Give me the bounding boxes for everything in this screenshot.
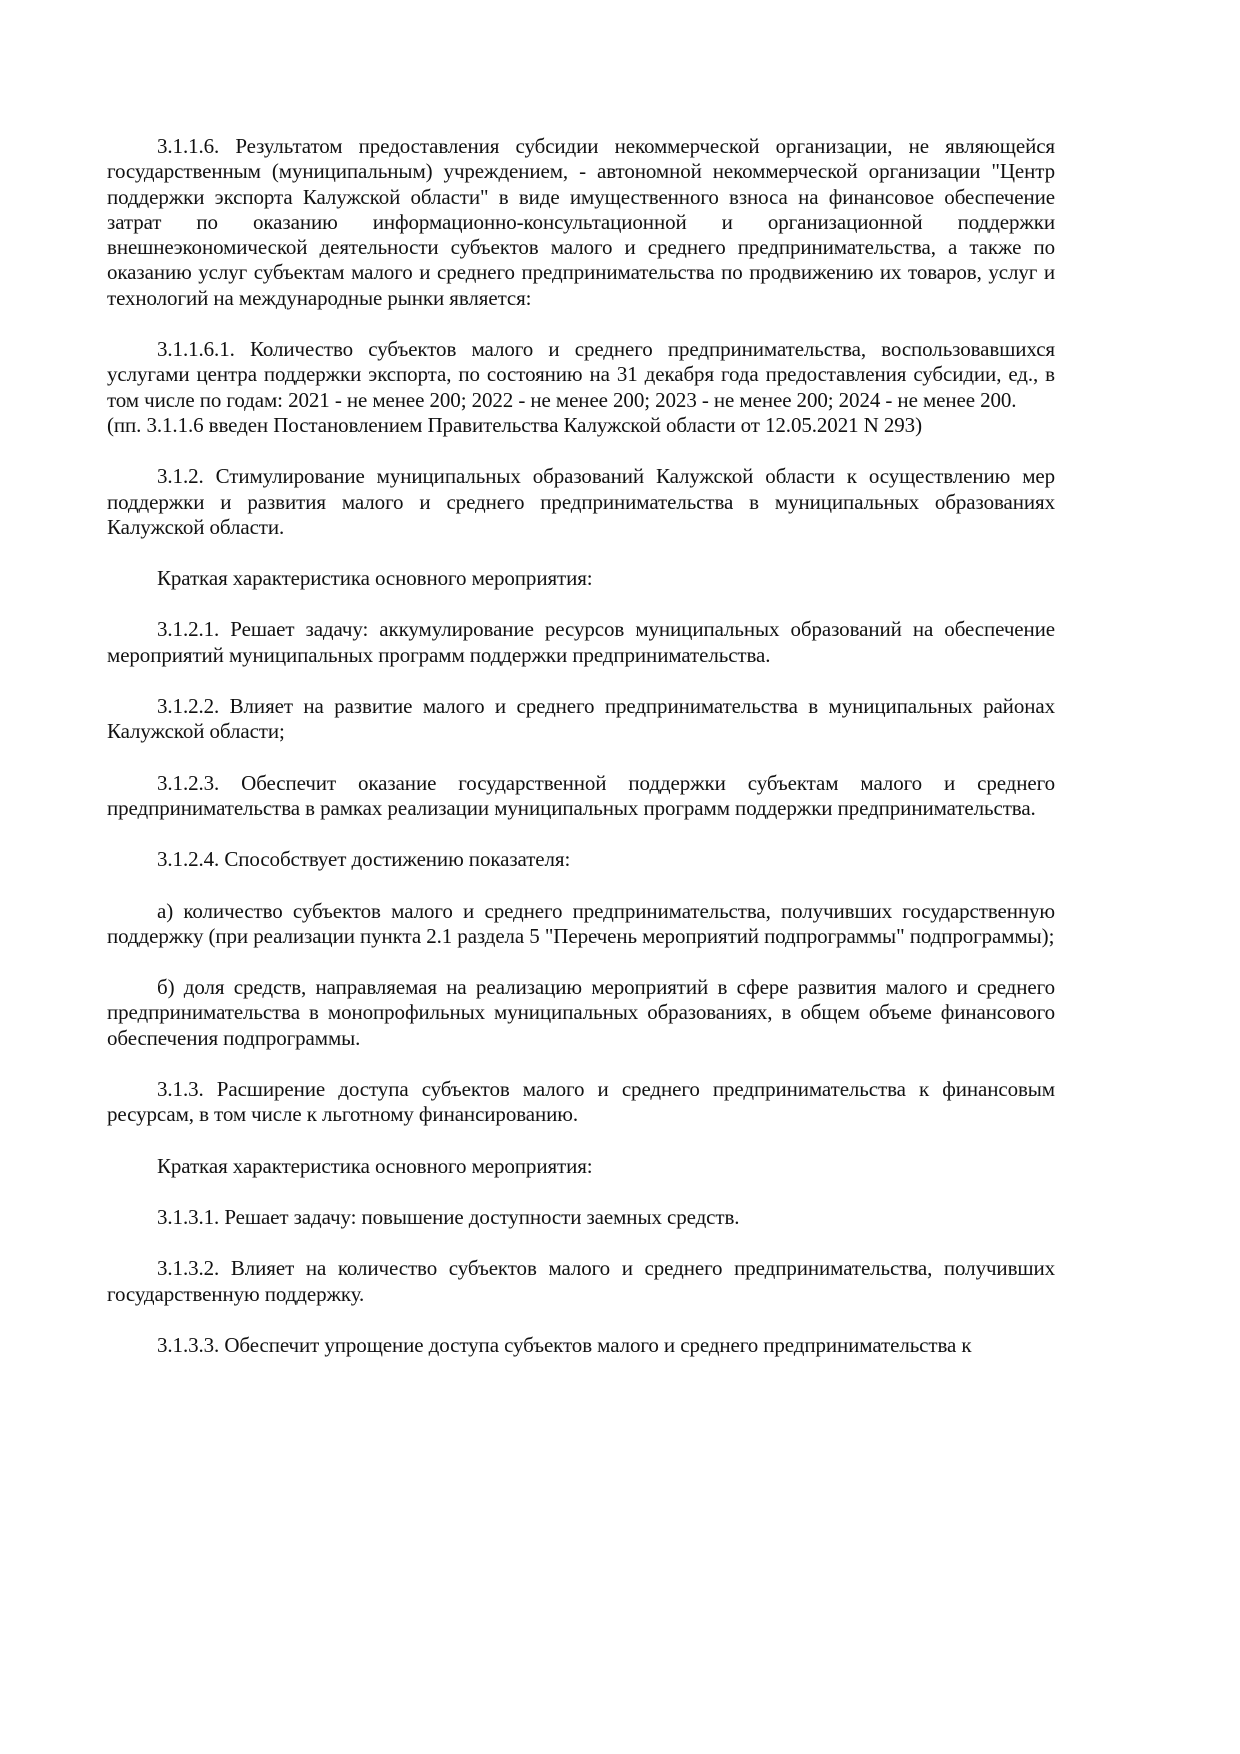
amendment-note: (пп. 3.1.1.6 введен Постановлением Правительства Калужской области от 12.05.2021 N 293) bbox=[107, 412, 922, 437]
paragraph-3-1-2-1: 3.1.2.1. Решает задачу: аккумулирование ресурсов муниципальных образований на обеспечение мероприятий муниципальных программ поддержки предпринимательства. bbox=[107, 617, 1055, 667]
paragraph-3-1-1-6-1: 3.1.1.6.1. Количество субъектов малого и среднего предпринимательства, воспользовавшихся услугами центра поддержки экспорта, по состоянию на 31 декабря года предоставления субсидии, ед., в том числе по годам: 2021 - не менее 200; 2022 - не менее 200; 2023 - не менее 200; 2024 - не менее 200. bbox=[107, 337, 1055, 412]
summary-heading-3-1-3: Краткая характеристика основного мероприятия: bbox=[157, 1153, 593, 1178]
summary-heading-3-1-2: Краткая характеристика основного мероприятия: bbox=[157, 566, 593, 591]
paragraph-3-1-1-6: 3.1.1.6. Результатом предоставления субсидии некоммерческой организации, не являющейся государственным (муниципальным) учреждением, - автономной некоммерческой организации "Центр поддержки экспорта Калужской области" в виде имущественного взноса на финансовое обеспечение затрат по оказанию информационно-консультационной и организационной поддержки внешнеэкономической деятельности субъектов малого и среднего предпринимательства, а также по оказанию услуг субъектам малого и среднего предпринимательства по продвижению их товаров, услуг и технологий на международные рынки является: bbox=[107, 134, 1055, 310]
paragraph-3-1-3-3: 3.1.3.3. Обеспечит упрощение доступа субъектов малого и среднего предпринимательства к bbox=[157, 1332, 972, 1357]
paragraph-3-1-2-3: 3.1.2.3. Обеспечит оказание государственной поддержки субъектам малого и среднего предпринимательства в рамках реализации муниципальных программ поддержки предпринимательства. bbox=[107, 770, 1055, 820]
indicator-item-b: б) доля средств, направляемая на реализацию мероприятий в сфере развития малого и среднего предпринимательства в монопрофильных муниципальных образованиях, в общем объеме финансового обеспечения подпрограммы. bbox=[107, 975, 1055, 1050]
paragraph-3-1-3-2: 3.1.3.2. Влияет на количество субъектов малого и среднего предпринимательства, получивших государственную поддержку. bbox=[107, 1256, 1055, 1306]
paragraph-3-1-3: 3.1.3. Расширение доступа субъектов малого и среднего предпринимательства к финансовым ресурсам, в том числе к льготному финансированию. bbox=[107, 1077, 1055, 1127]
paragraph-3-1-2-2: 3.1.2.2. Влияет на развитие малого и среднего предпринимательства в муниципальных районах Калужской области; bbox=[107, 694, 1055, 744]
document-page bbox=[107, 134, 1055, 1358]
paragraph-3-1-2: 3.1.2. Стимулирование муниципальных образований Калужской области к осуществлению мер поддержки и развития малого и среднего предпринимательства в муниципальных образованиях Калужской области. bbox=[107, 464, 1055, 539]
paragraph-3-1-3-1: 3.1.3.1. Решает задачу: повышение доступности заемных средств. bbox=[157, 1204, 740, 1229]
indicator-item-a: а) количество субъектов малого и среднего предпринимательства, получивших государственную поддержку (при реализации пункта 2.1 раздела 5 "Перечень мероприятий подпрограммы" подпрограммы); bbox=[107, 898, 1055, 948]
paragraph-3-1-2-4: 3.1.2.4. Способствует достижению показателя: bbox=[157, 847, 571, 872]
